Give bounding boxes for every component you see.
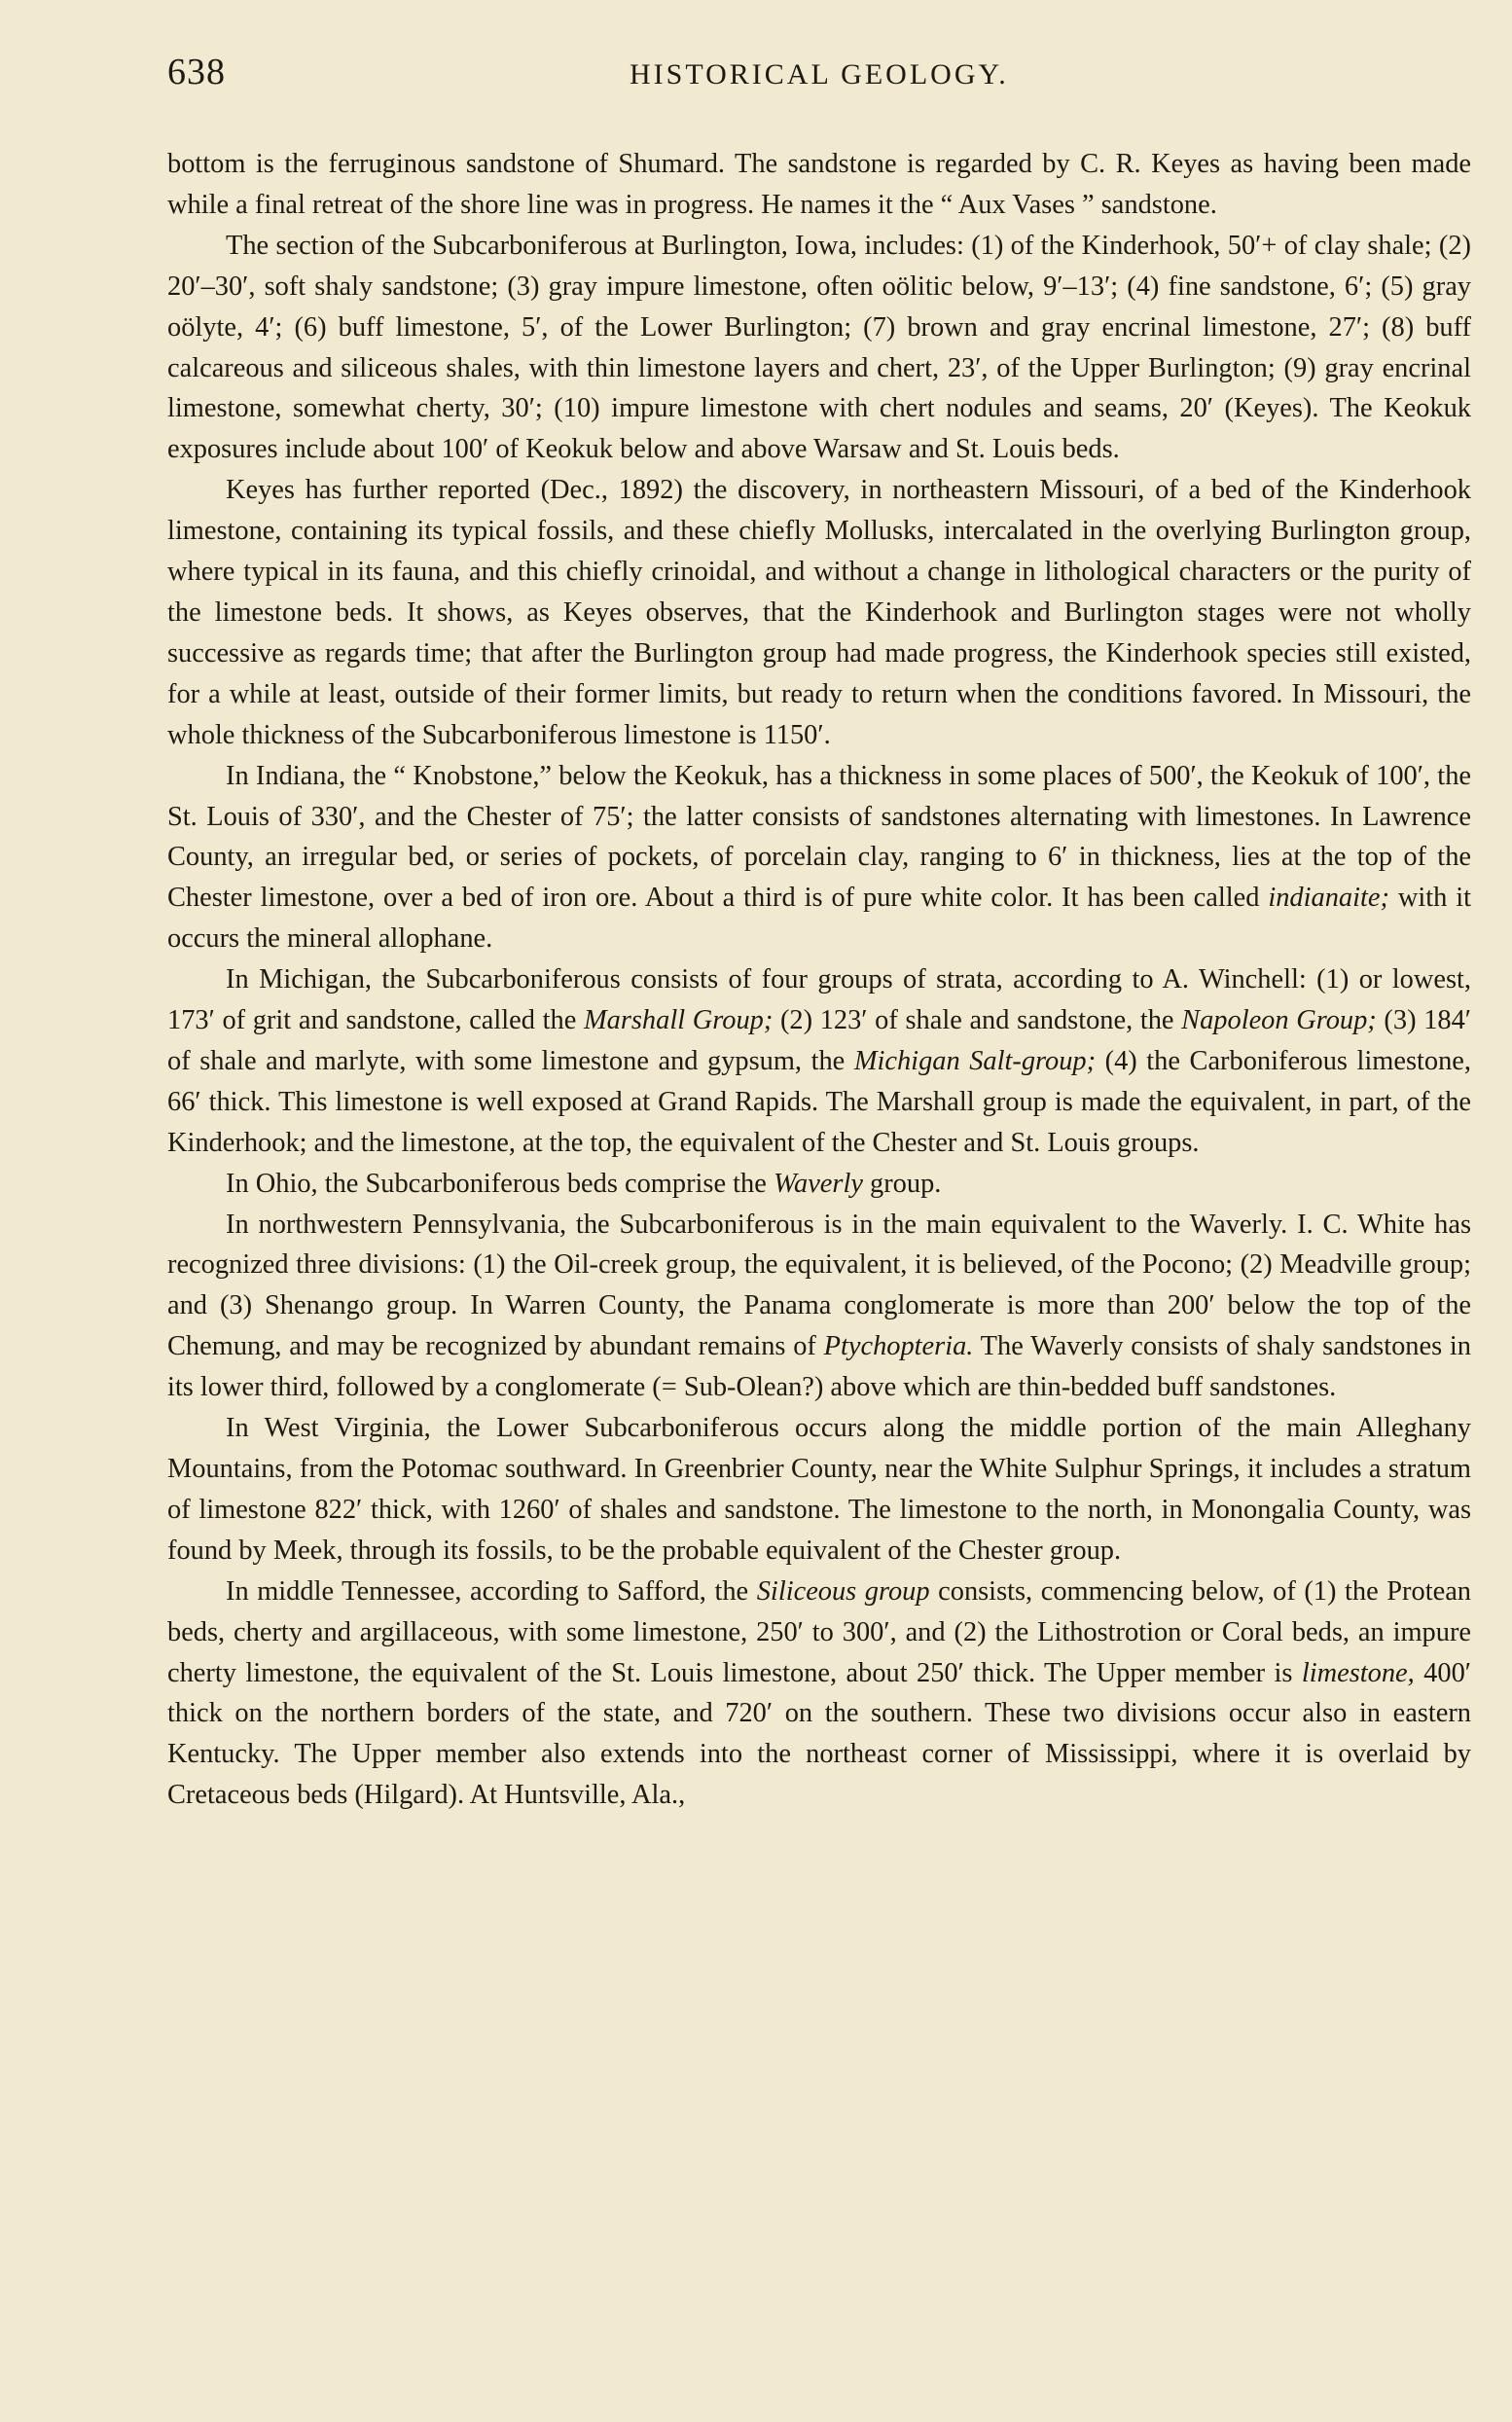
italic-term: Michigan Salt-group; <box>853 1045 1097 1076</box>
italic-term: indianaite; <box>1268 883 1389 914</box>
italic-term: Waverly <box>773 1168 863 1199</box>
paragraph <box>167 226 1471 470</box>
italic-term: Siliceous group <box>756 1575 930 1607</box>
paragraph <box>167 1205 1471 1409</box>
running-head <box>167 51 1471 109</box>
text-run: In northwestern Pennsylvania, the Subcarboniferous is in the main equivalent to the Waverly. I. C. White has recognized three divisions: (1) the Oil-creek group, the equivalent, it is believed, of the Pocono; (2) Meadville group; and (3) Shenango group. In Warren County, the Panama conglomerate is more than 200′ below the top of the Chemung, and may be recognized by abundant remains of <box>167 1209 1471 1362</box>
paragraph <box>167 959 1471 1164</box>
text-run: In Indiana, the “ Knobstone,” below the Keokuk, has a thickness in some places of 500′, the Keokuk of 100′, the St. Louis of 330′, and the Chester of 75′; the latter consists of sandstones alternating with limestones. In Lawrence County, an irregular bed, or series of pockets, of porcelain clay, ranging to 6′ in thickness, lies at the top of the Chester limestone, over a bed of iron ore. About a third is of pure white color. It has been called <box>167 760 1471 914</box>
text-run: (2) 123′ of shale and sandstone, the <box>773 1005 1182 1036</box>
paragraph <box>167 756 1471 960</box>
text-run: consists, commencing below, of (1) the Protean beds, cherty and argillaceous, with some limestone, 250′ to 300′, and (2) the Lithostrotion or Coral beds, an impure cherty limestone, the equivalent of the St. Louis limestone, about 250′ thick. The Upper member is <box>167 1575 1471 1688</box>
text-run: 400′ thick on the northern borders of the state, and 720′ on the southern. These two divisions occur also in eastern Kentucky. The Upper member also extends into the northeast corner of Mississippi, where it is overlaid by Cretaceous beds (Hilgard). At Huntsville, Ala., <box>167 1657 1471 1811</box>
paragraph <box>167 1408 1471 1572</box>
running-title: HISTORICAL GEOLOGY. <box>630 58 1009 90</box>
text-run: The Waverly consists of shaly sandstones in its lower third, followed by a conglomerate (= Sub-Olean?) above which are thin-bedded buff sandstones. <box>167 1331 1471 1403</box>
paragraph <box>167 144 1471 226</box>
paragraph <box>167 1572 1471 1816</box>
text-run: In West Virginia, the Lower Subcarboniferous occurs along the middle portion of the main Alleghany Mountains, from the Potomac southward. In Greenbrier County, near the White Sulphur Springs, it includes a stratum of limestone 822′ thick, with 1260′ of shales and sandstone. The limestone to the north, in Monongalia County, was found by Meek, through its fossils, to be the probable equivalent of the Chester group. <box>167 1413 1471 1566</box>
text-run: In Ohio, the Subcarboniferous beds comprise the <box>226 1168 774 1199</box>
text-run: group. <box>862 1168 942 1199</box>
text-run: with it occurs the mineral allophane. <box>167 883 1471 955</box>
italic-term: Napoleon Group; <box>1181 1005 1377 1036</box>
italic-term: limestone, <box>1301 1657 1415 1688</box>
paragraph <box>167 1164 1471 1205</box>
text-run: bottom is the ferruginous sandstone of Shumard. The sandstone is regarded by C. R. Keyes as having been made while a final retreat of the shore line was in progress. He names it the “ Aux Vases ” sandstone. <box>167 149 1471 220</box>
text-run: (4) the Carboniferous limestone, 66′ thick. This limestone is well exposed at Grand Rapids. The Marshall group is made the equivalent, in part, of the Kinderhook; and the limestone, at the top, the equivalent of the Chester and St. Louis groups. <box>167 1045 1471 1158</box>
text-run: (3) 184′ of shale and marlyte, with some limestone and gypsum, the <box>167 1005 1471 1076</box>
page-number: 638 <box>167 52 226 92</box>
paragraph <box>167 470 1471 755</box>
text-run: In middle Tennessee, according to Safford, the <box>226 1575 757 1607</box>
text-run: The section of the Subcarboniferous at Burlington, Iowa, includes: (1) of the Kinderhook, 50′+ of clay shale; (2) 20′–30′, soft shaly sandstone; (3) gray impure limestone, often oölitic below, 9′–13′; (4) fine sandstone, 6′; (5) gray oölyte, 4′; (6) buff limestone, 5′, of the Lower Burlington; (7) brown and gray encrinal limestone, 27′; (8) buff calcareous and siliceous shales, with thin limestone layers and chert, 23′, of the Upper Burlington; (9) gray encrinal limestone, somewhat cherty, 30′; (10) impure limestone with chert nodules and seams, 20′ (Keyes). The Keokuk exposures include about 100′ of Keokuk below and above Warsaw and St. Louis beds. <box>167 230 1471 465</box>
italic-term: Ptychopteria. <box>823 1331 974 1362</box>
text-run: Keyes has further reported (Dec., 1892) the discovery, in northeastern Missouri, of a bed of the Kinderhook limestone, containing its typical fossils, and these chiefly Mollusks, intercalated in the overlying Burlington group, where typical in its fauna, and this chiefly crinoidal, and without a change in lithological characters or the purity of the limestone beds. It shows, as Keyes observes, that the Kinderhook and Burlington stages were not wholly successive as regards time; that after the Burlington group had made progress, the Kinderhook species still existed, for a while at least, outside of their former limits, but ready to return when the conditions favored. In Missouri, the whole thickness of the Subcarboniferous limestone is 1150′. <box>167 475 1471 750</box>
text-run: In Michigan, the Subcarboniferous consists of four groups of strata, according to A. Winchell: (1) or lowest, 173′ of grit and sandstone, called the <box>167 964 1471 1036</box>
italic-term: Marshall Group; <box>583 1005 774 1036</box>
body-text <box>167 144 1471 1816</box>
